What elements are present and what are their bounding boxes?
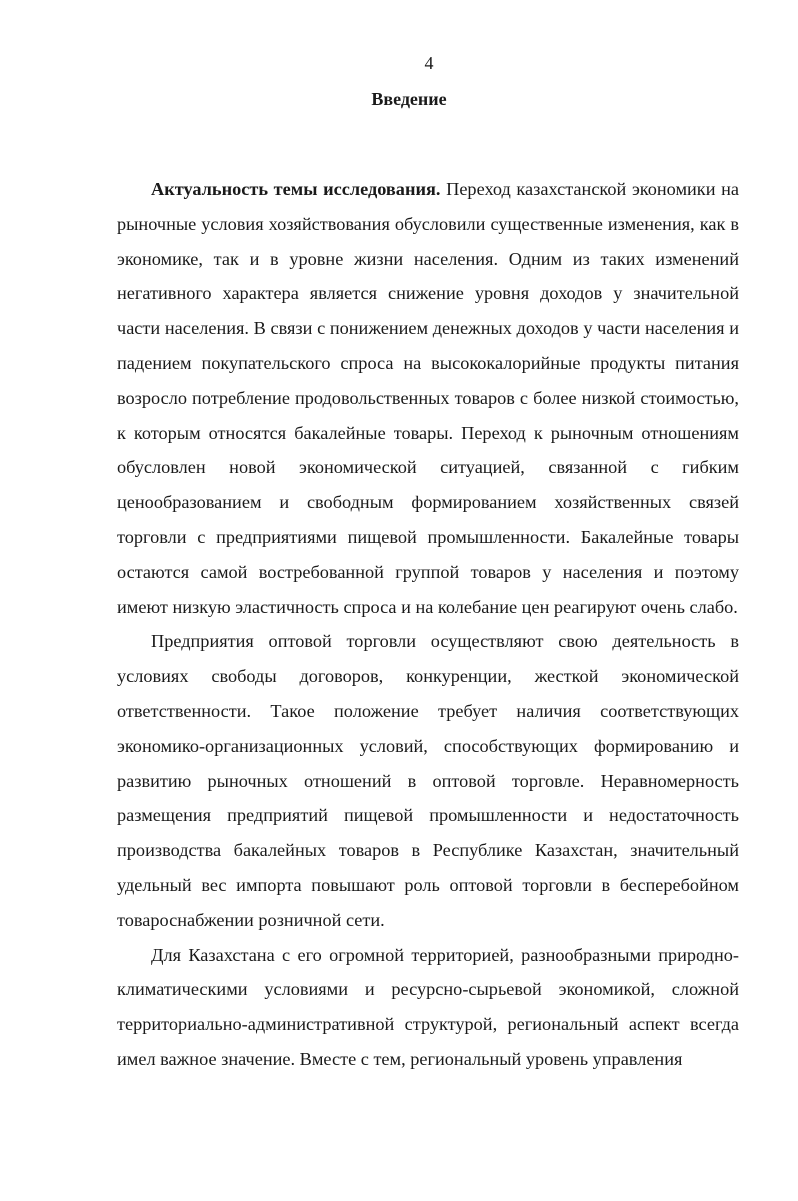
body-text bbox=[117, 172, 739, 1077]
paragraph-3 bbox=[117, 938, 739, 1077]
page-number: 4 bbox=[424, 53, 434, 73]
paragraph-1 bbox=[117, 172, 739, 624]
paragraph-text: Предприятия оптовой торговли осуществляют свою деятельность в условиях свободы договоров, конкуренции, жесткой экономической ответственности. Такое положение требует наличия соответствующих экономико-организационных условий, способствующих формированию и развитию рыночных отношений в оптовой торговле. Неравномерность размещения предприятий пищевой промышленности и недостаточность производства бакалейных товаров в Республике Казахстан, значительный удельный вес импорта повышают роль оптовой торговли в бесперебойном товароснабжении розничной сети. bbox=[117, 631, 739, 930]
paragraph-2 bbox=[117, 624, 739, 937]
paragraph-lead: Актуальность темы исследования. bbox=[151, 179, 441, 199]
paragraph-text: Переход казахстанской экономики на рыночные условия хозяйствования обусловили существенные изменения, как в экономике, так и в уровне жизни населения. Одним из таких изменений негативного характера является снижение уровня доходов у значительной части населения. В связи с понижением денежных доходов у части населения и падением покупательского спроса на высококалорийные продукты питания возросло потребление продовольственных товаров с более низкой стоимостью, к которым относятся бакалейные товары. Переход к рыночным отношениям обусловлен новой экономической ситуацией, связанной с гибким ценообразованием и свободным формированием хозяйственных связей торговли с предприятиями пищевой промышленности. Бакалейные товары остаются самой востребованной группой товаров у населения и поэтому имеют низкую эластичность спроса и на колебание цен реагируют очень слабо. bbox=[117, 179, 739, 617]
section-heading: Введение bbox=[371, 89, 447, 109]
paragraph-text: Для Казахстана с его огромной территорией, разнообразными природно-климатическими условиями и ресурсно-сырьевой экономикой, сложной территориально-административной структурой, региональный аспект всегда имел важное значение. Вместе с тем, региональный уровень управления bbox=[117, 944, 739, 1069]
